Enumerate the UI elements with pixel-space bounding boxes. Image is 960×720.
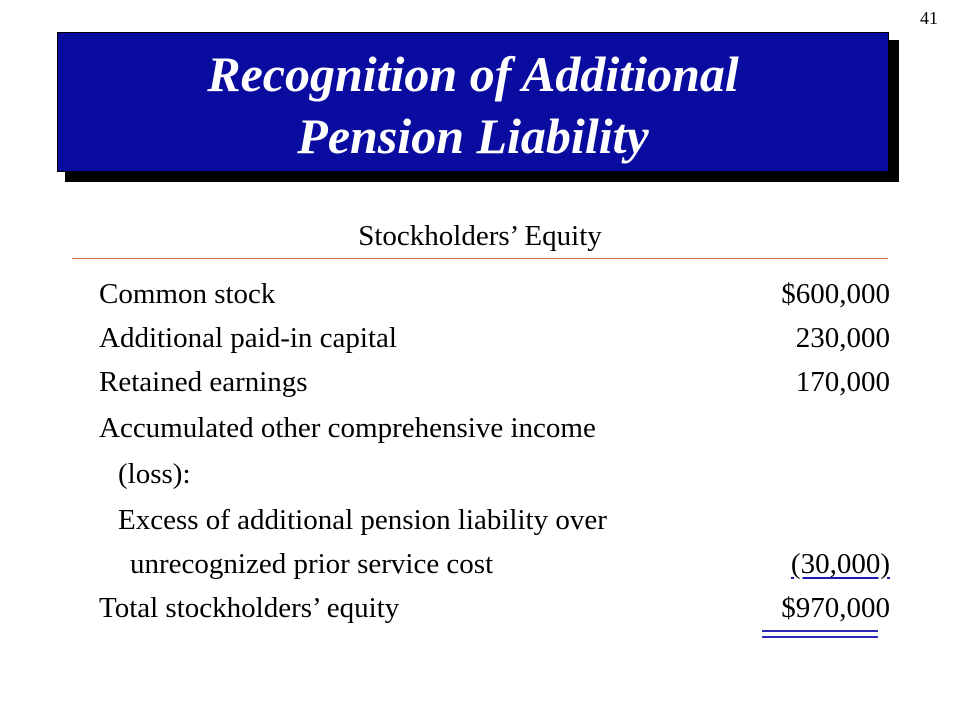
row-retained-earnings [0, 360, 960, 404]
row-loss [0, 452, 960, 496]
row-amount: (30,000) [790, 548, 890, 580]
row-amount: $970,000 [781, 592, 890, 624]
row-label: Total stockholders’ equity [99, 592, 400, 624]
row-accumulated-oci [0, 406, 960, 450]
row-total-stockholders-equity [0, 586, 960, 630]
slide-title [58, 43, 888, 167]
page-number: 41 [920, 8, 938, 28]
row-label: Accumulated other comprehensive income [99, 412, 596, 444]
row-common-stock [0, 272, 960, 316]
total-double-underline [762, 630, 878, 638]
heading-divider [72, 258, 888, 259]
row-label: Additional paid-in capital [99, 322, 397, 354]
title-line-1: Recognition of Additional [207, 46, 739, 102]
row-excess-pension-liability [0, 498, 960, 542]
row-label: Excess of additional pension liability over [118, 504, 607, 536]
statement-heading: Stockholders’ Equity [358, 220, 602, 252]
row-label: unrecognized prior service cost [130, 548, 494, 580]
row-additional-paid-in-capital [0, 316, 960, 360]
row-amount: 230,000 [795, 322, 890, 354]
title-line-2: Pension Liability [297, 108, 649, 164]
row-label: Retained earnings [99, 366, 308, 398]
row-amount: $600,000 [781, 278, 890, 310]
row-amount: 170,000 [795, 366, 890, 398]
row-label: Common stock [99, 278, 276, 310]
row-unrecognized-prior-service-cost [0, 542, 960, 586]
title-banner [57, 32, 889, 172]
row-label: (loss): [118, 458, 191, 490]
